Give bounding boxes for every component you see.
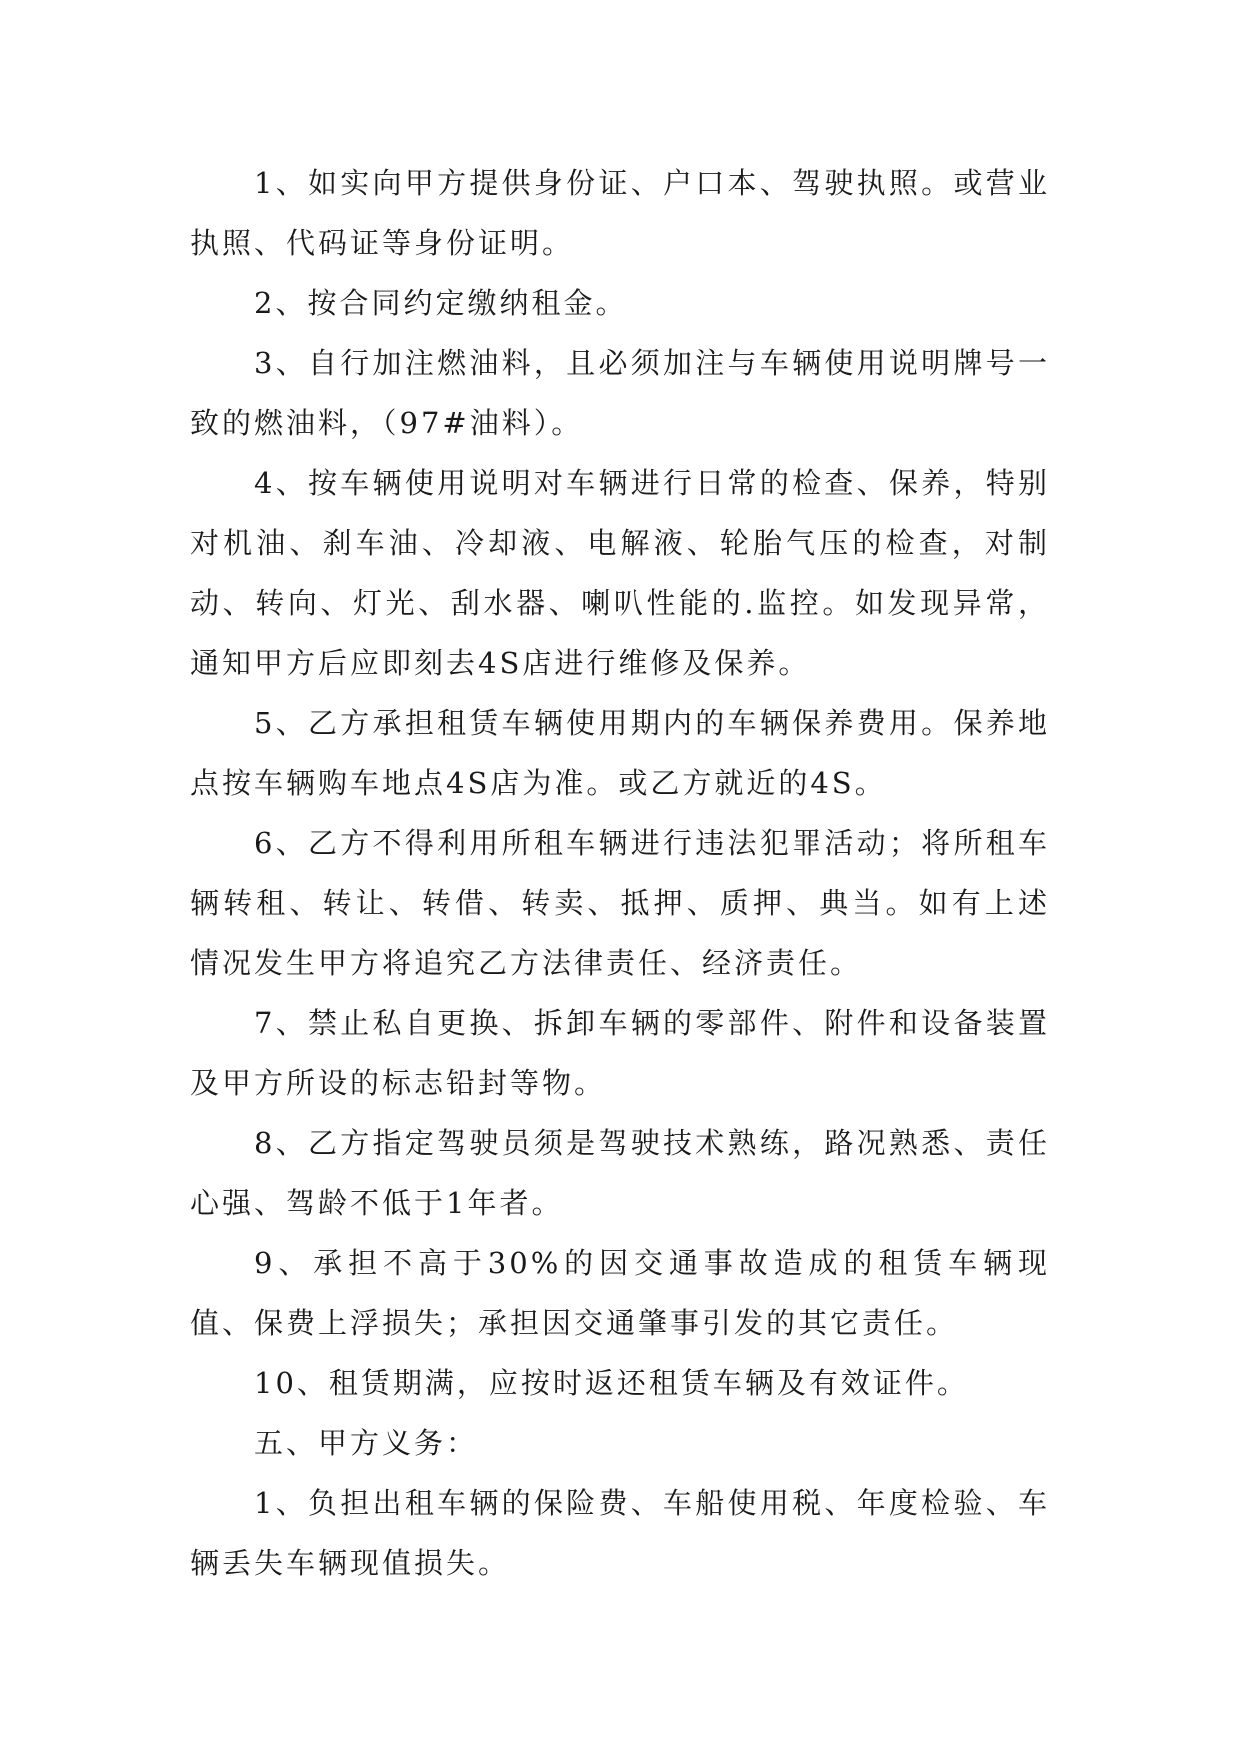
paragraph-obligation-6: 6、乙方不得利用所租车辆进行违法犯罪活动；将所租车辆转租、转让、转借、转卖、抵押、质押、典当。如有上述情况发生甲方将追究乙方法律责任、经济责任。 bbox=[190, 826, 1050, 980]
paragraph-party-a-duty-1: 1、负担出租车辆的保险费、车船使用税、年度检验、车辆丢失车辆现值损失。 bbox=[190, 1486, 1050, 1580]
paragraph-obligation-2: 2、按合同约定缴纳租金。 bbox=[254, 286, 628, 320]
paragraph-obligation-10: 10、租赁期满，应按时返还租赁车辆及有效证件。 bbox=[254, 1366, 969, 1400]
document-body bbox=[190, 153, 1050, 1593]
paragraph-obligation-1: 1、如实向甲方提供身份证、户口本、驾驶执照。或营业执照、代码证等身份证明。 bbox=[190, 166, 1050, 260]
paragraph-obligation-7: 7、禁止私自更换、拆卸车辆的零部件、附件和设备装置及甲方所设的标志铅封等物。 bbox=[190, 1006, 1050, 1100]
paragraph-obligation-8: 8、乙方指定驾驶员须是驾驶技术熟练，路况熟悉、责任心强、驾龄不低于1年者。 bbox=[190, 1126, 1050, 1220]
paragraph-obligation-5: 5、乙方承担租赁车辆使用期内的车辆保养费用。保养地点按车辆购车地点4S店为准。或乙方就近的4S。 bbox=[190, 706, 1050, 800]
paragraph-obligation-9: 9、承担不高于30%的因交通事故造成的租赁车辆现值、保费上浮损失；承担因交通肇事引发的其它责任。 bbox=[190, 1246, 1050, 1340]
paragraph-obligation-4: 4、按车辆使用说明对车辆进行日常的检查、保养，特别对机油、刹车油、冷却液、电解液、轮胎气压的检查，对制动、转向、灯光、刮水器、喇叭性能的.监控。如发现异常，通知甲方后应即刻去4S店进行维修及保养。 bbox=[190, 466, 1050, 680]
paragraph-obligation-3: 3、自行加注燃油料，且必须加注与车辆使用说明牌号一致的燃油料，（97#油料）。 bbox=[190, 346, 1050, 440]
section-heading-party-a-duties: 五、甲方义务： bbox=[254, 1426, 479, 1460]
